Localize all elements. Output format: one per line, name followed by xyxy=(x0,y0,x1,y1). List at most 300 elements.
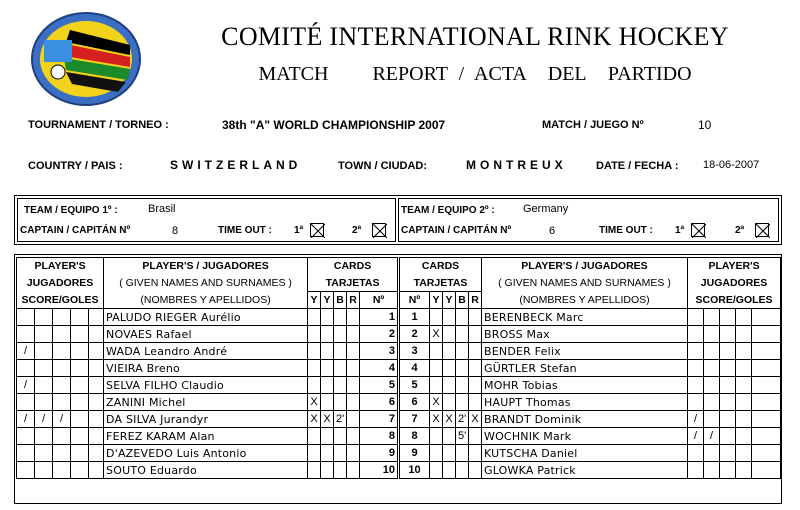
goal-cell[interactable] xyxy=(17,394,35,411)
goal-cell[interactable] xyxy=(720,462,736,479)
t1-col-r: R xyxy=(347,292,360,309)
player-name[interactable]: BRANDT Dominik xyxy=(482,411,688,428)
goal-cell[interactable] xyxy=(720,445,736,462)
town-label: TOWN / CIUDAD: xyxy=(338,160,428,172)
goal-cell[interactable] xyxy=(736,394,752,411)
goal-cell[interactable] xyxy=(17,326,35,343)
spacer-cell xyxy=(89,309,104,326)
card-cell[interactable] xyxy=(443,326,456,343)
card-cell[interactable] xyxy=(321,445,334,462)
card-cell[interactable] xyxy=(469,309,482,326)
card-cell[interactable] xyxy=(347,360,360,377)
card-cell[interactable] xyxy=(334,445,347,462)
card-cell[interactable] xyxy=(430,360,443,377)
player-number[interactable]: 5 xyxy=(360,377,398,394)
goal-cell[interactable] xyxy=(17,445,35,462)
spacer-cell xyxy=(89,411,104,428)
team1-name: Brasil xyxy=(148,203,176,215)
spacer-cell xyxy=(752,462,781,479)
goal-cell[interactable] xyxy=(17,462,35,479)
goal-cell[interactable] xyxy=(35,326,53,343)
player-name[interactable]: D'AZEVEDO Luis Antonio xyxy=(104,445,308,462)
player-number[interactable]: 3 xyxy=(400,343,430,360)
card-cell[interactable] xyxy=(469,394,482,411)
team1-timeout-label: TIME OUT : xyxy=(218,225,272,236)
card-cell[interactable] xyxy=(443,445,456,462)
card-cell[interactable] xyxy=(334,462,347,479)
t1-cards-h2: TARJETAS xyxy=(308,275,398,292)
spacer-cell xyxy=(89,377,104,394)
card-cell[interactable] xyxy=(443,360,456,377)
card-cell[interactable]: 2' xyxy=(334,411,347,428)
player-name[interactable]: VIEIRA Breno xyxy=(104,360,308,377)
player-number[interactable]: 9 xyxy=(400,445,430,462)
goal-cell[interactable] xyxy=(720,428,736,445)
goal-cell[interactable] xyxy=(704,360,720,377)
team1-captain-value: 8 xyxy=(172,225,179,237)
spacer-cell xyxy=(89,343,104,360)
goal-cell[interactable] xyxy=(35,428,53,445)
table-row xyxy=(17,411,398,428)
card-cell[interactable] xyxy=(456,326,469,343)
goal-cell[interactable] xyxy=(35,377,53,394)
goal-cell[interactable] xyxy=(53,343,71,360)
player-name[interactable]: BENDER Felix xyxy=(482,343,688,360)
table-row xyxy=(17,462,398,479)
goal-cell[interactable] xyxy=(720,394,736,411)
team1-timeout2-checkbox[interactable] xyxy=(372,223,386,237)
player-number[interactable]: 6 xyxy=(360,394,398,411)
goal-cell[interactable] xyxy=(71,309,89,326)
goal-cell[interactable]: / xyxy=(688,411,704,428)
t2-col-r: R xyxy=(469,292,482,309)
card-cell[interactable] xyxy=(469,343,482,360)
card-cell[interactable]: X xyxy=(321,411,334,428)
t1-players-h2: JUGADORES xyxy=(17,275,104,292)
t1-names-h2: ( GIVEN NAMES AND SURNAMES ) xyxy=(104,275,308,292)
table-row xyxy=(400,462,781,479)
table-row xyxy=(400,428,781,445)
team1-captain-label: CAPTAIN / CAPITÁN Nº xyxy=(20,225,131,236)
card-cell[interactable] xyxy=(334,428,347,445)
player-name[interactable]: HAUPT Thomas xyxy=(482,394,688,411)
table-row xyxy=(17,326,398,343)
card-cell[interactable] xyxy=(321,326,334,343)
player-number[interactable]: 2 xyxy=(360,326,398,343)
t2-cards-h2: TARJETAS xyxy=(400,275,482,292)
card-cell[interactable] xyxy=(347,377,360,394)
goal-cell[interactable] xyxy=(71,394,89,411)
goal-cell[interactable] xyxy=(736,309,752,326)
card-cell[interactable] xyxy=(456,360,469,377)
goal-cell[interactable] xyxy=(71,326,89,343)
t1-col-b: B xyxy=(334,292,347,309)
card-cell[interactable] xyxy=(469,462,482,479)
card-cell[interactable] xyxy=(308,428,321,445)
table-row xyxy=(400,445,781,462)
goal-cell[interactable] xyxy=(704,343,720,360)
player-name[interactable]: FEREZ KARAM Alan xyxy=(104,428,308,445)
player-name[interactable]: GÜRTLER Stefan xyxy=(482,360,688,377)
card-cell[interactable]: X xyxy=(430,411,443,428)
spacer-cell xyxy=(89,445,104,462)
card-cell[interactable]: X xyxy=(430,394,443,411)
spacer-cell xyxy=(752,360,781,377)
team2-timeout-label: TIME OUT : xyxy=(599,225,653,236)
card-cell[interactable] xyxy=(334,377,347,394)
team2-timeout2-checkbox[interactable] xyxy=(755,223,769,237)
card-cell[interactable] xyxy=(347,343,360,360)
team1-timeout1-label: 1ª xyxy=(294,225,304,236)
card-cell[interactable] xyxy=(347,411,360,428)
table-row xyxy=(400,411,781,428)
card-cell[interactable] xyxy=(456,462,469,479)
cirh-logo xyxy=(30,10,142,108)
goal-cell[interactable] xyxy=(720,343,736,360)
player-name[interactable]: ZANINI Michel xyxy=(104,394,308,411)
country-label: COUNTRY / PAIS : xyxy=(28,160,123,172)
org-title: COMITÉ INTERNATIONAL RINK HOCKEY xyxy=(221,22,729,51)
player-name[interactable]: DA SILVA Jurandyr xyxy=(104,411,308,428)
card-cell[interactable] xyxy=(347,309,360,326)
card-cell[interactable] xyxy=(430,462,443,479)
t1-col-y2: Y xyxy=(321,292,334,309)
card-cell[interactable] xyxy=(347,462,360,479)
player-number[interactable]: 5 xyxy=(400,377,430,394)
goal-cell[interactable] xyxy=(704,309,720,326)
goal-cell[interactable] xyxy=(71,462,89,479)
player-number[interactable]: 4 xyxy=(400,360,430,377)
t2-players-h2: JUGADORES xyxy=(688,275,781,292)
goal-cell[interactable] xyxy=(688,343,704,360)
card-cell[interactable] xyxy=(308,377,321,394)
goal-cell[interactable] xyxy=(35,394,53,411)
card-cell[interactable] xyxy=(321,428,334,445)
t1-players-h3: SCORE/GOLES xyxy=(17,292,104,309)
town-value: MONTREUX xyxy=(466,158,567,172)
date-label: DATE / FECHA : xyxy=(596,160,679,172)
goal-cell[interactable] xyxy=(17,309,35,326)
card-cell[interactable] xyxy=(430,343,443,360)
player-name[interactable]: WADA Leandro André xyxy=(104,343,308,360)
t2-names-h3: (NOMBRES Y APELLIDOS) xyxy=(482,292,688,309)
card-cell[interactable] xyxy=(443,428,456,445)
team-info-box xyxy=(14,195,782,245)
player-name[interactable]: MOHR Tobias xyxy=(482,377,688,394)
goal-cell[interactable] xyxy=(720,326,736,343)
card-cell[interactable] xyxy=(308,309,321,326)
goal-cell[interactable]: / xyxy=(17,343,35,360)
card-cell[interactable] xyxy=(347,445,360,462)
table-row xyxy=(17,428,398,445)
goal-cell[interactable]: / xyxy=(704,428,720,445)
card-cell[interactable] xyxy=(321,462,334,479)
goal-cell[interactable] xyxy=(704,326,720,343)
card-cell[interactable] xyxy=(443,394,456,411)
t1-cards-h1: CARDS xyxy=(308,258,398,275)
player-number[interactable]: 8 xyxy=(360,428,398,445)
card-cell[interactable] xyxy=(469,428,482,445)
t2-col-b: B xyxy=(456,292,469,309)
goal-cell[interactable]: / xyxy=(17,377,35,394)
card-cell[interactable]: X xyxy=(308,394,321,411)
goal-cell[interactable] xyxy=(688,445,704,462)
goal-cell[interactable] xyxy=(688,309,704,326)
spacer-cell xyxy=(89,360,104,377)
team2-players-table xyxy=(399,257,781,479)
spacer-cell xyxy=(752,411,781,428)
player-name[interactable]: SOUTO Eduardo xyxy=(104,462,308,479)
table-row xyxy=(400,309,781,326)
card-cell[interactable] xyxy=(321,394,334,411)
spacer-cell xyxy=(89,428,104,445)
card-cell[interactable] xyxy=(321,309,334,326)
card-cell[interactable]: X xyxy=(469,411,482,428)
card-cell[interactable] xyxy=(443,343,456,360)
card-cell[interactable] xyxy=(334,394,347,411)
card-cell[interactable] xyxy=(430,309,443,326)
spacer-cell xyxy=(89,462,104,479)
card-cell[interactable]: 5' xyxy=(456,428,469,445)
spacer-cell xyxy=(752,326,781,343)
goal-cell[interactable] xyxy=(53,309,71,326)
goal-cell[interactable] xyxy=(688,394,704,411)
card-cell[interactable]: X xyxy=(430,326,443,343)
card-cell[interactable] xyxy=(334,360,347,377)
goal-cell[interactable] xyxy=(688,360,704,377)
card-cell[interactable] xyxy=(334,343,347,360)
team2-captain-value: 6 xyxy=(549,225,556,237)
card-cell[interactable] xyxy=(308,360,321,377)
player-number[interactable]: 3 xyxy=(360,343,398,360)
t1-col-no: Nº xyxy=(360,292,398,309)
card-cell[interactable]: X xyxy=(443,411,456,428)
card-cell[interactable] xyxy=(334,309,347,326)
goal-cell[interactable] xyxy=(71,343,89,360)
team2-label: TEAM / EQUIPO 2º : xyxy=(401,205,495,216)
spacer-cell xyxy=(752,377,781,394)
goal-cell[interactable] xyxy=(688,377,704,394)
card-cell[interactable] xyxy=(456,394,469,411)
goal-cell[interactable] xyxy=(720,377,736,394)
table-row xyxy=(400,360,781,377)
goal-cell[interactable] xyxy=(35,445,53,462)
table-row xyxy=(17,377,398,394)
goal-cell[interactable]: / xyxy=(17,411,35,428)
goal-cell[interactable] xyxy=(35,309,53,326)
goal-cell[interactable] xyxy=(704,462,720,479)
t2-col-no: Nº xyxy=(400,292,430,309)
team1-timeout2-label: 2ª xyxy=(352,225,362,236)
goal-cell[interactable] xyxy=(704,377,720,394)
goal-cell[interactable] xyxy=(736,343,752,360)
card-cell[interactable]: 2' xyxy=(456,411,469,428)
goal-cell[interactable] xyxy=(736,462,752,479)
goal-cell[interactable] xyxy=(736,428,752,445)
team1-timeout1-checkbox[interactable] xyxy=(310,223,324,237)
player-number[interactable]: 10 xyxy=(360,462,398,479)
tournament-value: 38th "A" WORLD CHAMPIONSHIP 2007 xyxy=(222,118,446,132)
t1-players-h1: PLAYER'S xyxy=(17,258,104,275)
card-cell[interactable] xyxy=(347,326,360,343)
card-cell[interactable] xyxy=(443,309,456,326)
goal-cell[interactable] xyxy=(71,360,89,377)
team2-timeout1-checkbox[interactable] xyxy=(691,223,705,237)
goal-cell[interactable] xyxy=(736,326,752,343)
t2-names-h2: ( GIVEN NAMES AND SURNAMES ) xyxy=(482,275,688,292)
player-name[interactable]: BROSS Max xyxy=(482,326,688,343)
card-cell[interactable] xyxy=(443,377,456,394)
card-cell[interactable] xyxy=(469,377,482,394)
player-number[interactable]: 6 xyxy=(400,394,430,411)
card-cell[interactable] xyxy=(308,462,321,479)
player-name[interactable]: PALUDO RIEGER Aurélio xyxy=(104,309,308,326)
team1-label: TEAM / EQUIPO 1º : xyxy=(24,205,118,216)
player-number[interactable]: 8 xyxy=(400,428,430,445)
goal-cell[interactable] xyxy=(53,377,71,394)
t2-players-h1: PLAYER'S xyxy=(688,258,781,275)
goal-cell[interactable] xyxy=(736,360,752,377)
goal-cell[interactable] xyxy=(71,445,89,462)
goal-cell[interactable] xyxy=(35,343,53,360)
goal-cell[interactable] xyxy=(71,411,89,428)
match-label: MATCH / JUEGO Nº xyxy=(542,119,644,131)
card-cell[interactable] xyxy=(456,377,469,394)
table-row xyxy=(400,377,781,394)
card-cell[interactable] xyxy=(456,445,469,462)
spacer-cell xyxy=(752,428,781,445)
card-cell[interactable] xyxy=(430,377,443,394)
goal-cell[interactable] xyxy=(704,445,720,462)
goal-cell[interactable] xyxy=(17,360,35,377)
player-number[interactable]: 9 xyxy=(360,445,398,462)
card-cell[interactable] xyxy=(443,462,456,479)
card-cell[interactable] xyxy=(334,326,347,343)
team2-name: Germany xyxy=(523,203,569,215)
player-name[interactable]: WOCHNIK Mark xyxy=(482,428,688,445)
team2-timeout2-label: 2ª xyxy=(735,225,745,236)
team2-timeout1-label: 1ª xyxy=(675,225,685,236)
date-value: 18-06-2007 xyxy=(703,159,760,171)
goal-cell[interactable] xyxy=(53,360,71,377)
team1-panel xyxy=(17,198,396,242)
goal-cell[interactable]: / xyxy=(35,411,53,428)
goal-cell[interactable] xyxy=(53,462,71,479)
card-cell[interactable] xyxy=(456,309,469,326)
goal-cell[interactable] xyxy=(53,445,71,462)
goal-cell[interactable] xyxy=(53,326,71,343)
card-cell[interactable] xyxy=(456,343,469,360)
player-name[interactable]: KUTSCHA Daniel xyxy=(482,445,688,462)
table-row xyxy=(17,309,398,326)
player-number[interactable]: 7 xyxy=(360,411,398,428)
card-cell[interactable] xyxy=(321,377,334,394)
player-number[interactable]: 1 xyxy=(400,309,430,326)
player-number[interactable]: 1 xyxy=(360,309,398,326)
player-number[interactable]: 10 xyxy=(400,462,430,479)
goal-cell[interactable] xyxy=(736,445,752,462)
team1-players-table xyxy=(16,257,398,479)
card-cell[interactable] xyxy=(321,343,334,360)
t1-names-h3: (NOMBRES Y APELLIDOS) xyxy=(104,292,308,309)
card-cell[interactable] xyxy=(347,394,360,411)
card-cell[interactable] xyxy=(430,428,443,445)
card-cell[interactable] xyxy=(469,360,482,377)
team2-captain-label: CAPTAIN / CAPITÁN Nº xyxy=(401,225,512,236)
goal-cell[interactable] xyxy=(720,360,736,377)
t1-names-h1: PLAYER'S / JUGADORES xyxy=(104,258,308,275)
goal-cell[interactable] xyxy=(736,377,752,394)
spacer-cell xyxy=(752,309,781,326)
player-name[interactable]: BERENBECK Marc xyxy=(482,309,688,326)
goal-cell[interactable] xyxy=(736,411,752,428)
card-cell[interactable]: X xyxy=(308,411,321,428)
player-number[interactable]: 4 xyxy=(360,360,398,377)
t2-col-y2: Y xyxy=(443,292,456,309)
table-row xyxy=(17,394,398,411)
spacer-cell xyxy=(752,394,781,411)
match-value: 10 xyxy=(698,118,712,132)
goal-cell[interactable] xyxy=(17,428,35,445)
player-name[interactable]: GLOWKA Patrick xyxy=(482,462,688,479)
card-cell[interactable] xyxy=(308,343,321,360)
goal-cell[interactable] xyxy=(720,411,736,428)
card-cell[interactable] xyxy=(347,428,360,445)
table-row xyxy=(400,394,781,411)
t2-players-h3: SCORE/GOLES xyxy=(688,292,781,309)
goal-cell[interactable] xyxy=(720,309,736,326)
goal-cell[interactable] xyxy=(688,462,704,479)
table-row xyxy=(17,343,398,360)
card-cell[interactable] xyxy=(430,445,443,462)
goal-cell[interactable] xyxy=(688,326,704,343)
goal-cell[interactable]: / xyxy=(688,428,704,445)
t2-cards-h1: CARDS xyxy=(400,258,482,275)
card-cell[interactable] xyxy=(469,326,482,343)
player-name[interactable]: NOVAES Rafael xyxy=(104,326,308,343)
player-number[interactable]: 2 xyxy=(400,326,430,343)
goal-cell[interactable] xyxy=(704,394,720,411)
t1-col-y1: Y xyxy=(308,292,321,309)
goal-cell[interactable]: / xyxy=(53,411,71,428)
team2-panel xyxy=(398,198,779,242)
goal-cell[interactable] xyxy=(71,377,89,394)
player-name[interactable]: SELVA FILHO Claudio xyxy=(104,377,308,394)
goal-cell[interactable] xyxy=(53,394,71,411)
card-cell[interactable] xyxy=(308,445,321,462)
table-row xyxy=(17,360,398,377)
table-row xyxy=(400,343,781,360)
goal-cell[interactable] xyxy=(53,428,71,445)
card-cell[interactable] xyxy=(469,445,482,462)
spacer-cell xyxy=(89,326,104,343)
t2-col-y1: Y xyxy=(430,292,443,309)
spacer-cell xyxy=(752,445,781,462)
goal-cell[interactable] xyxy=(71,428,89,445)
table-row xyxy=(17,445,398,462)
report-title: MATCH REPORT / ACTA DEL PARTIDO xyxy=(258,63,692,85)
table-row xyxy=(400,326,781,343)
spacer-cell xyxy=(752,343,781,360)
tournament-label: TOURNAMENT / TORNEO : xyxy=(28,119,169,131)
goal-cell[interactable] xyxy=(35,462,53,479)
player-number[interactable]: 7 xyxy=(400,411,430,428)
card-cell[interactable] xyxy=(321,360,334,377)
card-cell[interactable] xyxy=(308,326,321,343)
country-value: SWITZERLAND xyxy=(170,158,302,172)
goal-cell[interactable] xyxy=(35,360,53,377)
goal-cell[interactable] xyxy=(704,411,720,428)
